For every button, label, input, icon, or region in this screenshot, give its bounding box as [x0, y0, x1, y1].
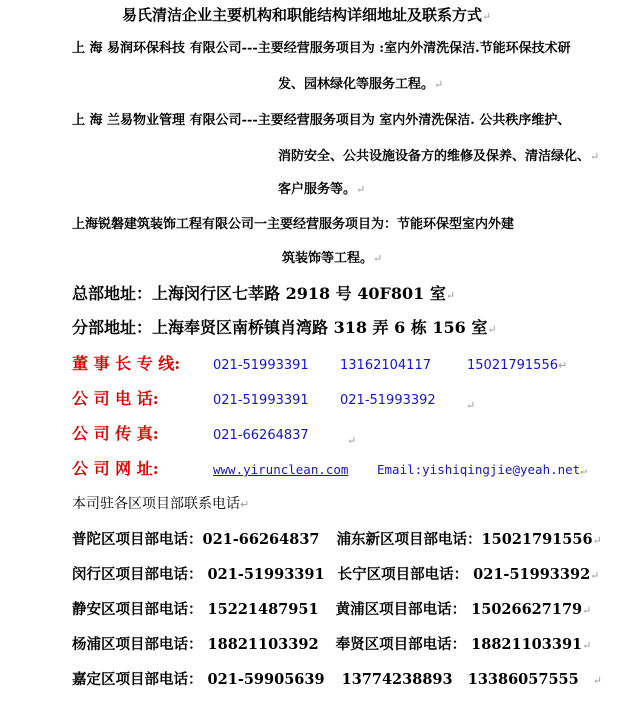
district-phone-jingan: 静安区项目部电话： 15221487951	[72, 601, 319, 618]
paragraph-mark: ↵	[580, 464, 587, 477]
website-link[interactable]: www.yirunclean.com	[213, 462, 349, 477]
paragraph-mark: ↵	[590, 150, 600, 163]
company-phone-2: 021-51993392	[340, 393, 436, 408]
district-row-3	[72, 603, 591, 618]
district-row-4	[72, 638, 591, 653]
email-address[interactable]: Email:yishiqingjie@yeah.net↵	[377, 462, 587, 477]
fax-label: 公 司 传 真:	[72, 424, 159, 443]
paragraph-mark: ↵	[582, 639, 592, 652]
paragraph-mark: ↵	[240, 498, 250, 511]
district-phone-huangpu: 黄浦区项目部电话： 15026627179	[335, 601, 583, 618]
branch-address: 分部地址：上海奉贤区南桥镇肖湾路 318 弄 6 栋 156 室↵	[72, 318, 497, 337]
page-title: 易氏清洁企业主要机构和职能结构详细地址及联系方式↵	[122, 6, 492, 24]
district-phone-yangpu: 杨浦区项目部电话： 18821103392	[72, 636, 319, 653]
paragraph-mark: ↵	[373, 252, 383, 265]
company-fax: 021-66264837	[213, 428, 309, 443]
phone-label: 公 司 电 话:	[72, 389, 159, 408]
district-phone-minhang: 闵行区项目部电话： 021-51993391	[72, 566, 325, 583]
company-phone-1: 021-51993391	[213, 393, 309, 408]
company-3-line2: 筑装饰等工程。↵	[282, 251, 383, 266]
chairman-phone-2: 13162104117	[340, 358, 431, 373]
district-phone-fengxian: 奉贤区项目部电话： 18821103391	[335, 636, 583, 653]
paragraph-mark: ↵	[590, 569, 600, 582]
district-phone-changning: 长宁区项目部电话： 021-51993392	[337, 566, 591, 583]
company-3-line1: 上海锐磐建筑装饰工程有限公司一主要经营服务项目为：节能环保型室内外建	[72, 217, 515, 232]
district-phone-jiading-mobile: 13774238893 13386057555	[341, 671, 579, 688]
paragraph-mark: ↵	[592, 674, 602, 687]
paragraph-mark: ↵	[434, 78, 444, 91]
chairman-phone-1: 021-51993391	[213, 358, 309, 373]
company-1-line2: 发、园林绿化等服务工程。↵	[278, 77, 444, 92]
company-2-line1: 上 海 兰易物业管理 有限公司---主要经营服务项目为 室内外清洗保洁. 公共秩序维护、	[72, 113, 571, 128]
paragraph-mark: ↵	[466, 399, 476, 412]
paragraph-mark: ↵	[445, 289, 456, 302]
company-2-line3: 客户服务等。↵	[278, 182, 366, 197]
paragraph-mark: ↵	[482, 10, 492, 23]
district-header: 本司驻各区项目部联系电话↵	[72, 496, 250, 512]
company-1-line1: 上 海 易润环保科技 有限公司---主要经营服务项目为 :室内外清洗保洁.节能环保技术研	[72, 41, 571, 56]
paragraph-mark: ↵	[582, 604, 592, 617]
paragraph-mark: ↵	[487, 323, 497, 336]
district-phone-putuo: 普陀区项目部电话：021-66264837	[72, 531, 320, 548]
chairman-phone-3: 15021791556↵	[467, 358, 568, 373]
hq-address: 总部地址：上海闵行区七莘路 2918 号 40F801 室↵	[72, 284, 456, 303]
district-phone-jiading: 嘉定区项目部电话： 021-59905639	[72, 671, 325, 688]
paragraph-mark: ↵	[347, 434, 357, 447]
district-row-1	[72, 533, 602, 548]
paragraph-mark: ↵	[557, 359, 568, 372]
company-2-line2: 消防安全、公共设施设备方的维修及保养、清洁绿化、↵	[278, 149, 600, 164]
chairman-label: 董 事 长 专 线:	[72, 354, 181, 373]
website-label: 公 司 网 址:	[72, 459, 159, 478]
district-row-2	[72, 568, 599, 583]
district-row-5	[72, 673, 602, 688]
paragraph-mark: ↵	[592, 534, 602, 547]
district-phone-pudong: 浦东新区项目部电话：15021791556	[336, 531, 593, 548]
paragraph-mark: ↵	[356, 183, 366, 196]
